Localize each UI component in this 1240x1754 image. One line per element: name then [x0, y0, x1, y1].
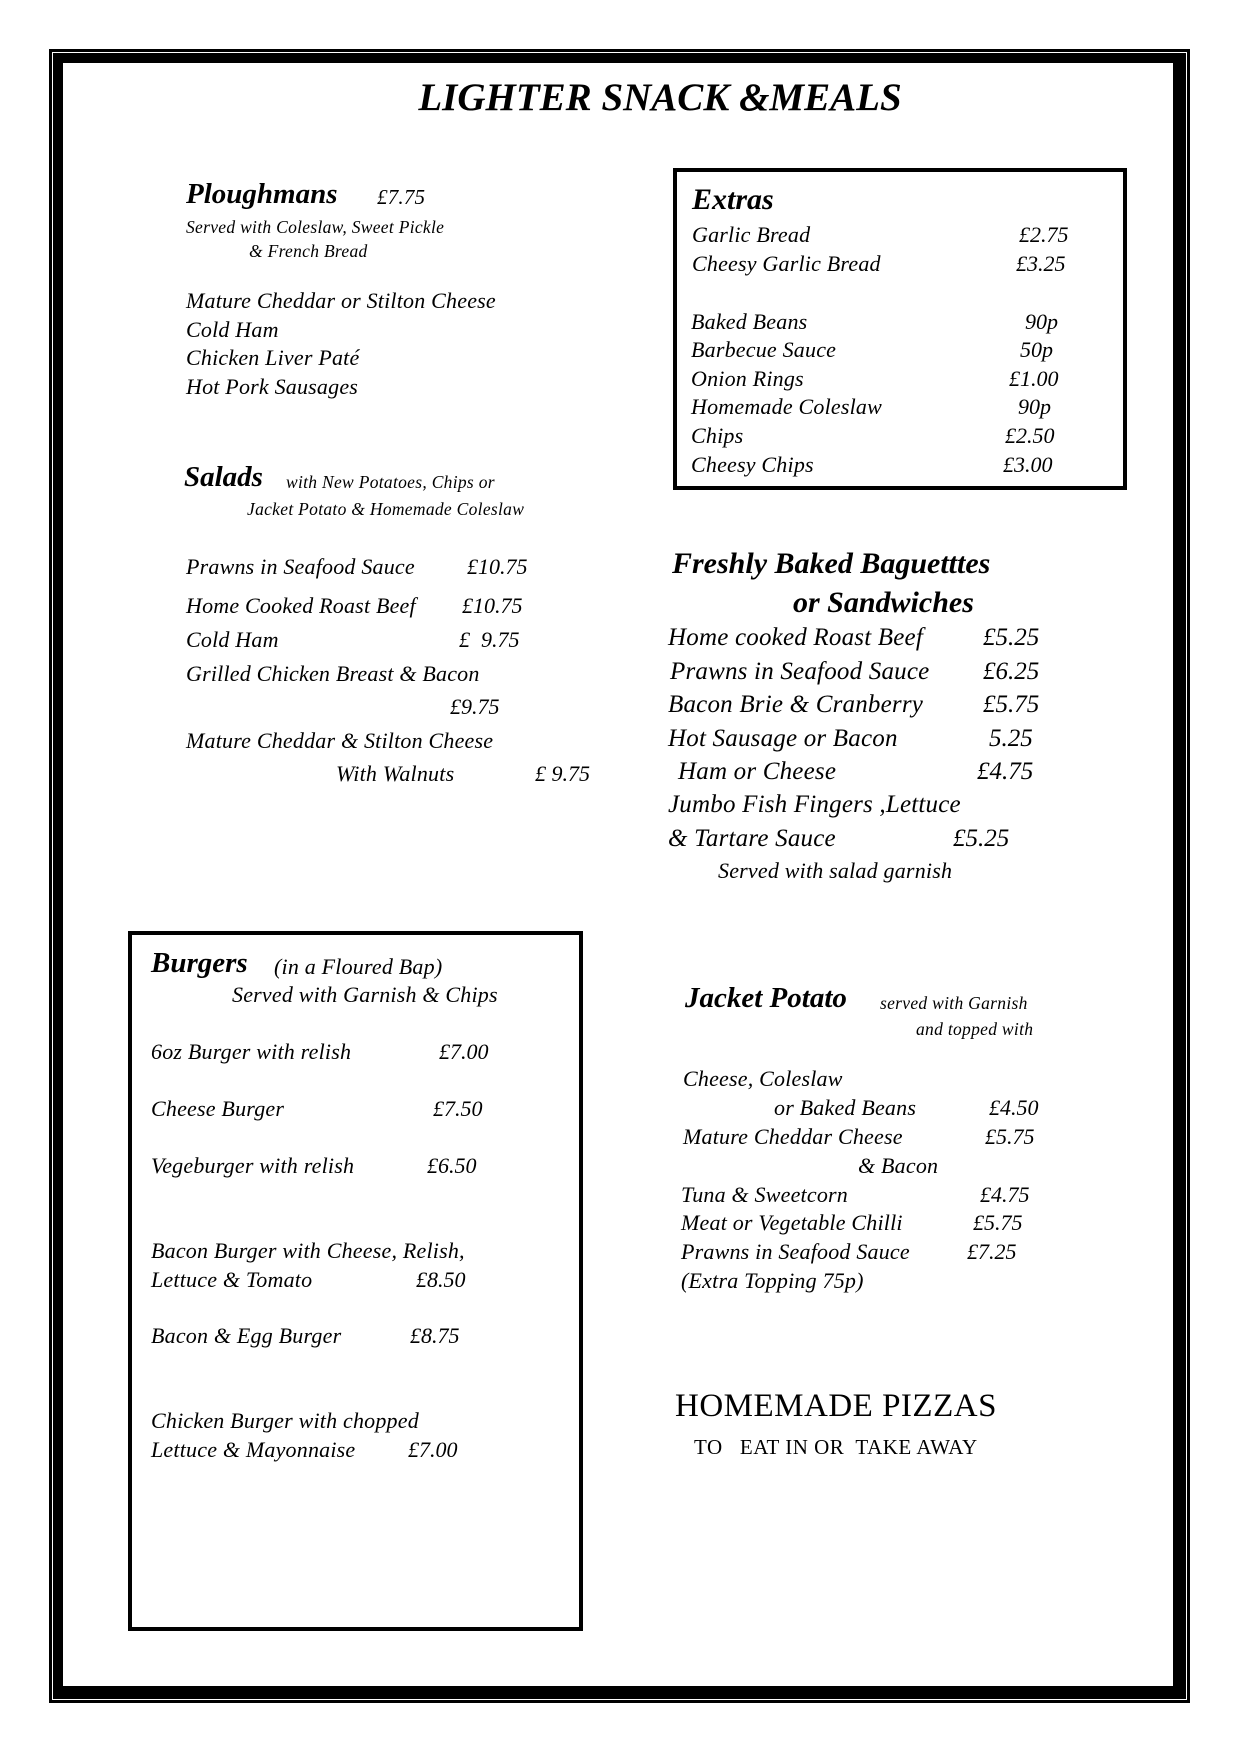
burger-item-name-line2: Lettuce & Tomato — [151, 1267, 313, 1292]
baguettes-heading-line2: or Sandwiches — [793, 586, 974, 619]
ploughmans-item: Mature Cheddar or Stilton Cheese — [186, 288, 496, 313]
extras-item-price: £3.25 — [1016, 251, 1066, 276]
jacket-item-name: Cheese, Coleslaw — [683, 1066, 843, 1091]
extras-heading: Extras — [692, 183, 774, 216]
burger-item-name: Bacon & Egg Burger — [151, 1323, 342, 1348]
burger-item-price: £7.00 — [439, 1039, 489, 1064]
extras-item-price: 90p — [1025, 309, 1058, 334]
salads-heading: Salads — [184, 461, 263, 493]
burgers-heading: Burgers — [151, 947, 248, 979]
jacket-potato-note: (Extra Topping 75p) — [681, 1268, 864, 1293]
jacket-item-price: £7.25 — [967, 1239, 1017, 1264]
salad-item-name: Grilled Chicken Breast & Bacon — [186, 661, 480, 686]
burger-item-name-line2: Lettuce & Mayonnaise — [151, 1437, 356, 1462]
baguette-item-price: £5.25 — [983, 624, 1040, 651]
ploughmans-description-line1: Served with Coleslaw, Sweet Pickle — [186, 217, 445, 237]
baguette-item-price: £5.75 — [983, 691, 1040, 718]
extras-item-name: Cheesy Chips — [691, 452, 814, 477]
salads-description-line1: with New Potatoes, Chips or — [286, 472, 495, 492]
baguette-item-name-line2: & Tartare Sauce — [668, 825, 836, 852]
salad-item-name: Mature Cheddar & Stilton Cheese — [186, 728, 494, 753]
jacket-item-name: Prawns in Seafood Sauce — [681, 1239, 910, 1264]
extras-item-name: Cheesy Garlic Bread — [692, 251, 881, 276]
salads-description-line2: Jacket Potato & Homemade Coleslaw — [247, 499, 525, 519]
ploughmans-description-line2: & French Bread — [249, 241, 368, 261]
burger-item-name: 6oz Burger with relish — [151, 1039, 352, 1064]
burgers-heading-note: (in a Floured Bap) — [274, 954, 443, 979]
baguette-item-name: Hot Sausage or Bacon — [668, 725, 898, 752]
extras-item-name: Barbecue Sauce — [691, 337, 837, 362]
burger-item-name: Vegeburger with relish — [151, 1153, 355, 1178]
burgers-description: Served with Garnish & Chips — [232, 982, 498, 1007]
salad-item-name-line2: With Walnuts — [336, 761, 455, 786]
salad-item-name: Cold Ham — [186, 627, 279, 652]
baguette-item-name: Bacon Brie & Cranberry — [668, 691, 924, 718]
extras-item-name: Garlic Bread — [692, 222, 811, 247]
baguette-item-name: Jumbo Fish Fingers ,Lettuce — [668, 791, 961, 818]
baguette-item-price: £6.25 — [983, 658, 1040, 685]
ploughmans-item: Hot Pork Sausages — [186, 374, 359, 399]
ploughmans-heading: Ploughmans — [186, 178, 338, 210]
burger-item-name: Bacon Burger with Cheese, Relish, — [151, 1238, 465, 1263]
jacket-item-name: Mature Cheddar Cheese — [683, 1124, 903, 1149]
extras-item-price: £3.00 — [1003, 452, 1053, 477]
pizzas-subheading: TO EAT IN OR TAKE AWAY — [694, 1435, 978, 1459]
extras-item-name: Chips — [691, 423, 744, 448]
ploughmans-item: Cold Ham — [186, 317, 279, 342]
burger-item-price: £7.00 — [408, 1437, 458, 1462]
page-title: LIGHTER SNACK &MEALS — [418, 76, 902, 119]
jacket-item-price: £5.75 — [985, 1124, 1035, 1149]
baguette-item-price: £5.25 — [953, 825, 1010, 852]
extras-item-name: Baked Beans — [691, 309, 808, 334]
extras-item-price: 50p — [1020, 337, 1053, 362]
jacket-item-price: £4.50 — [989, 1095, 1039, 1120]
burger-item-price: £8.75 — [410, 1323, 460, 1348]
jacket-potato-description-line2: and topped with — [916, 1019, 1034, 1039]
extras-item-price: £1.00 — [1009, 366, 1059, 391]
baguette-item-name: Prawns in Seafood Sauce — [670, 658, 930, 685]
jacket-item-name: Meat or Vegetable Chilli — [681, 1210, 903, 1235]
salad-item-price: £10.75 — [462, 593, 523, 618]
salad-item-name: Home Cooked Roast Beef — [186, 593, 416, 618]
baguette-item-price: 5.25 — [989, 725, 1033, 752]
jacket-item-price: £4.75 — [980, 1182, 1030, 1207]
salad-item-price: £9.75 — [450, 694, 500, 719]
extras-item-name: Onion Rings — [691, 366, 804, 391]
pizzas-heading: HOMEMADE PIZZAS — [675, 1388, 997, 1424]
baguette-item-price: £4.75 — [977, 758, 1034, 785]
salad-item-price: £10.75 — [467, 554, 528, 579]
extras-item-price: 90p — [1018, 394, 1051, 419]
extras-item-name: Homemade Coleslaw — [691, 394, 882, 419]
jacket-item-name: Tuna & Sweetcorn — [681, 1182, 848, 1207]
baguette-item-name: Home cooked Roast Beef — [668, 624, 923, 651]
extras-item-price: £2.50 — [1005, 423, 1055, 448]
salad-item-price: £ 9.75 — [459, 627, 520, 652]
baguettes-heading-line1: Freshly Baked Baguetttes — [672, 547, 991, 580]
burger-item-price: £6.50 — [427, 1153, 477, 1178]
salad-item-name: Prawns in Seafood Sauce — [186, 554, 415, 579]
jacket-potato-description-line1: served with Garnish — [880, 993, 1028, 1013]
burger-item-name: Cheese Burger — [151, 1096, 285, 1121]
baguette-item-name: Ham or Cheese — [678, 758, 837, 785]
baguettes-footer: Served with salad garnish — [718, 858, 953, 883]
jacket-potato-heading: Jacket Potato — [685, 982, 847, 1014]
burgers-box — [128, 931, 583, 1631]
jacket-item-name-line2: or Baked Beans — [774, 1095, 917, 1120]
ploughmans-item: Chicken Liver Paté — [186, 345, 360, 370]
burger-item-price: £7.50 — [433, 1096, 483, 1121]
extras-box — [673, 168, 1127, 490]
ploughmans-price: £7.75 — [377, 185, 426, 209]
salad-item-price: £ 9.75 — [535, 761, 590, 786]
burger-item-price: £8.50 — [416, 1267, 466, 1292]
burger-item-name: Chicken Burger with chopped — [151, 1408, 419, 1433]
jacket-item-price: £5.75 — [973, 1210, 1023, 1235]
jacket-item-name-line2: & Bacon — [858, 1153, 939, 1178]
extras-item-price: £2.75 — [1019, 222, 1069, 247]
